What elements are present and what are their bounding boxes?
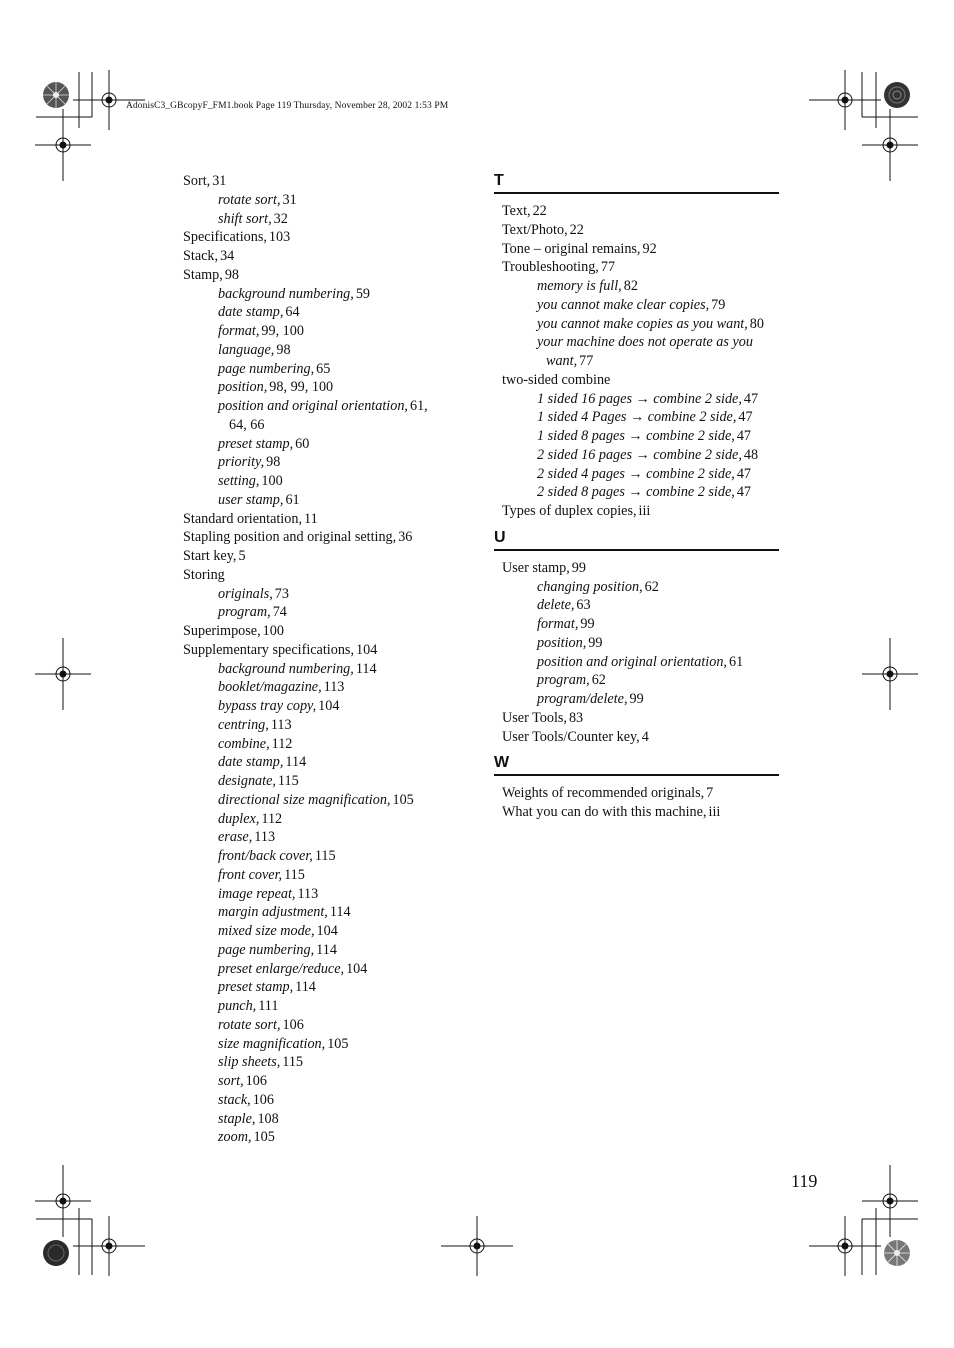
index-entry — [502, 240, 779, 259]
index-subentry — [502, 352, 779, 371]
index-page-ref[interactable]: 98 — [266, 454, 281, 471]
index-term: Text, — [502, 203, 531, 219]
index-term: User stamp, — [502, 559, 570, 576]
index-page-ref[interactable]: 61, — [409, 398, 428, 414]
index-entry — [183, 547, 473, 566]
index-term: program, — [537, 672, 590, 689]
index-entry — [183, 266, 473, 285]
index-section-heading: W — [494, 754, 779, 776]
index-term: Stack, — [183, 248, 219, 264]
index-entry — [502, 502, 779, 521]
index-term: rotate sort, — [218, 1016, 281, 1033]
index-page-ref[interactable]: 47 — [736, 465, 751, 482]
index-subentry — [502, 390, 779, 409]
index-page-ref[interactable]: 63 — [576, 597, 591, 614]
index-subentry — [183, 1016, 473, 1035]
index-subentry — [183, 866, 473, 885]
index-subentry — [183, 810, 473, 829]
index-page-ref[interactable]: 99, 100 — [261, 323, 304, 339]
index-term: Supplementary specifications, — [183, 641, 354, 658]
index-entry — [502, 221, 779, 240]
index-page-ref[interactable]: iii — [708, 804, 721, 820]
index-page-ref[interactable]: 74 — [272, 604, 287, 621]
index-subentry — [183, 941, 473, 960]
index-term: Stamp, — [183, 266, 223, 283]
index-entry — [502, 803, 779, 822]
index-page-ref[interactable]: 111 — [258, 998, 279, 1014]
index-subentry — [183, 678, 473, 697]
index-page-ref[interactable]: 47 — [736, 428, 751, 444]
index-page-ref[interactable]: 115 — [282, 1054, 304, 1071]
index-subentry — [183, 697, 473, 716]
index-page-ref[interactable]: 113 — [297, 885, 319, 902]
index-page-ref[interactable]: 114 — [295, 979, 316, 996]
index-entry — [502, 784, 779, 803]
index-page-ref[interactable]: 114 — [316, 941, 337, 958]
index-page-ref[interactable]: 32 — [273, 210, 288, 227]
index-term: sort, — [218, 1073, 244, 1089]
index-term: background numbering, — [218, 660, 354, 677]
index-subentry — [502, 277, 779, 296]
index-term: designate, — [218, 773, 276, 789]
index-term: date stamp, — [218, 754, 284, 771]
index-term: image repeat, — [218, 885, 296, 902]
index-subentry — [502, 578, 779, 597]
index-term: 2 sided 8 pages → combine 2 side, — [537, 484, 735, 501]
index-subentry — [183, 191, 473, 210]
index-term: bypass tray copy, — [218, 698, 317, 714]
index-subentry — [183, 997, 473, 1016]
index-page-ref[interactable]: 77 — [600, 259, 616, 276]
index-subentry — [183, 847, 473, 866]
index-page-ref[interactable]: 112 — [271, 735, 293, 752]
index-page-ref[interactable]: 77 — [579, 353, 594, 369]
index-page-ref[interactable]: 115 — [314, 848, 336, 864]
index-page-ref[interactable]: 105 — [327, 1035, 349, 1052]
index-page-ref[interactable]: 22 — [569, 221, 584, 238]
index-term: zoom, — [218, 1129, 252, 1146]
index-term: delete, — [537, 597, 575, 614]
index-subentry — [183, 1091, 473, 1110]
index-subentry — [502, 596, 779, 615]
index-term: background numbering, — [218, 285, 354, 302]
index-page-ref[interactable]: 105 — [392, 791, 414, 808]
index-subentry — [183, 303, 473, 322]
index-subentry — [183, 922, 473, 941]
index-term: page numbering, — [218, 941, 315, 958]
index-term: Start key, — [183, 548, 237, 564]
index-subentry — [502, 315, 779, 334]
index-column-right — [494, 172, 779, 830]
index-page-ref[interactable]: 36 — [398, 529, 413, 546]
index-subentry — [183, 903, 473, 922]
index-page-ref[interactable]: 100 — [261, 473, 283, 489]
index-term: two-sided combine — [502, 371, 611, 388]
index-term: Storing — [183, 566, 225, 583]
index-section-t — [494, 172, 779, 521]
index-term: stack, — [218, 1091, 251, 1108]
index-page-ref[interactable]: 60 — [295, 435, 310, 452]
index-page-ref[interactable]: 99 — [580, 616, 595, 632]
index-term: shift sort, — [218, 210, 272, 227]
index-page-ref[interactable]: 47 — [743, 390, 759, 407]
index-subentry — [502, 483, 779, 502]
index-subentry — [502, 634, 779, 653]
index-page-ref[interactable]: 80 — [749, 315, 764, 332]
index-term: Sort, — [183, 173, 211, 189]
index-section-entries — [494, 784, 779, 822]
index-entry — [183, 510, 473, 529]
index-term: Types of duplex copies, — [502, 503, 637, 519]
index-subentry — [183, 210, 473, 229]
index-page-ref[interactable]: 64 — [285, 304, 300, 321]
index-page-ref[interactable]: 11 — [304, 510, 318, 527]
index-subentry — [183, 716, 473, 735]
index-subentry — [183, 978, 473, 997]
index-term: Troubleshooting, — [502, 259, 599, 276]
index-term: staple, — [218, 1110, 256, 1127]
index-page-ref[interactable]: 22 — [532, 203, 547, 219]
index-term: 1 sided 16 pages → combine 2 side, — [537, 390, 742, 407]
index-column-left — [183, 172, 473, 1147]
index-subentry — [183, 772, 473, 791]
index-page-ref[interactable]: 104 — [356, 641, 378, 658]
index-term: Superimpose, — [183, 623, 261, 639]
index-page-ref[interactable]: 104 — [346, 960, 368, 977]
index-subentry — [183, 472, 473, 491]
index-term: centring, — [218, 716, 269, 733]
index-page-ref[interactable]: 99 — [571, 559, 586, 576]
index-subentry — [183, 603, 473, 622]
index-page-ref[interactable]: 105 — [253, 1129, 275, 1146]
index-term: What you can do with this machine, — [502, 804, 707, 820]
index-subentry — [502, 333, 779, 352]
index-subentry — [502, 465, 779, 484]
index-term: Specifications, — [183, 229, 267, 246]
index-entry — [183, 172, 473, 191]
index-subentry — [183, 660, 473, 679]
index-page-ref[interactable]: iii — [638, 503, 651, 519]
index-page-ref[interactable]: 61 — [728, 653, 744, 670]
index-subentry — [502, 615, 779, 634]
index-entry — [183, 641, 473, 660]
index-page-ref[interactable]: 62 — [591, 672, 606, 689]
index-page-ref[interactable]: 115 — [277, 773, 299, 789]
index-term: 1 sided 8 pages → combine 2 side, — [537, 428, 735, 444]
index-entry — [183, 228, 473, 247]
index-term: memory is full, — [537, 278, 622, 294]
index-entry — [183, 622, 473, 641]
index-term: format, — [537, 616, 579, 632]
index-page-ref[interactable]: 48 — [743, 446, 759, 463]
index-subentry — [183, 1053, 473, 1072]
index-subentry — [502, 427, 779, 446]
index-term: program/delete, — [537, 691, 628, 707]
index-page-ref[interactable]: 106 — [282, 1016, 304, 1033]
index-subentry — [502, 446, 779, 465]
index-term: User Tools/Counter key, — [502, 728, 640, 745]
index-page-ref[interactable]: 65 — [316, 360, 331, 377]
index-page-ref[interactable]: 31 — [212, 173, 227, 189]
index-entry — [183, 566, 473, 585]
index-subentry — [183, 341, 473, 360]
index-page-ref[interactable]: 59 — [355, 285, 371, 302]
index-page-ref[interactable]: 62 — [644, 578, 659, 595]
index-page-ref[interactable]: 31 — [282, 191, 297, 208]
print-header-file-info: AdonisC3_GBcopyF_FM1.book Page 119 Thursday, November 28, 2002 1:53 PM — [126, 101, 449, 111]
index-term: preset enlarge/reduce, — [218, 960, 345, 977]
index-page-ref[interactable]: 7 — [706, 785, 714, 802]
index-term: 2 sided 4 pages → combine 2 side, — [537, 465, 735, 482]
index-page-ref[interactable]: 64, 66 — [229, 416, 265, 433]
index-term: erase, — [218, 829, 253, 846]
index-page-ref[interactable]: 108 — [257, 1110, 279, 1127]
index-page-ref[interactable]: 112 — [261, 810, 283, 827]
index-subentry — [502, 408, 779, 427]
index-term: format, — [218, 323, 260, 339]
index-term: Tone – original remains, — [502, 240, 641, 257]
index-term: program, — [218, 604, 271, 621]
index-page-ref[interactable]: 103 — [268, 229, 291, 246]
index-subentry — [183, 791, 473, 810]
index-subentry — [183, 453, 473, 472]
index-subentry — [183, 435, 473, 454]
index-page-ref[interactable]: 100 — [262, 623, 284, 639]
index-term: you cannot make clear copies, — [537, 296, 710, 313]
index-subentry — [502, 653, 779, 672]
index-term: position, — [218, 379, 268, 396]
index-subentry — [502, 690, 779, 709]
index-term: margin adjustment, — [218, 904, 328, 921]
index-entry — [183, 528, 473, 547]
index-subentry — [183, 828, 473, 847]
index-subentry — [183, 1110, 473, 1129]
index-term: Weights of recommended originals, — [502, 785, 705, 802]
index-subentry — [183, 416, 473, 435]
index-subentry — [502, 671, 779, 690]
index-subentry — [183, 885, 473, 904]
index-page-ref[interactable]: 99 — [629, 691, 644, 707]
index-page-ref[interactable]: 4 — [641, 728, 649, 745]
index-term: front/back cover, — [218, 848, 313, 864]
index-subentry — [183, 1035, 473, 1054]
index-term: language, — [218, 341, 275, 358]
index-term: rotate sort, — [218, 191, 281, 208]
index-page-ref[interactable]: 114 — [329, 904, 351, 921]
index-section-entries — [494, 202, 779, 521]
index-section-heading: T — [494, 172, 779, 194]
index-subentry — [183, 960, 473, 979]
index-page-ref[interactable]: 114 — [355, 660, 377, 677]
index-page-ref[interactable]: 73 — [274, 585, 289, 602]
index-term: combine, — [218, 735, 270, 752]
index-term: position, — [537, 634, 587, 651]
index-entry — [502, 728, 779, 747]
index-page-ref[interactable]: 106 — [252, 1091, 274, 1108]
index-page-ref[interactable]: 98, 99, 100 — [269, 379, 334, 396]
index-term: User Tools, — [502, 709, 567, 726]
index-term: page numbering, — [218, 360, 315, 377]
index-section-w — [494, 754, 779, 822]
index-section-heading: U — [494, 529, 779, 551]
index-term: duplex, — [218, 810, 260, 827]
index-subentry — [183, 753, 473, 772]
index-page-ref[interactable]: 5 — [238, 548, 246, 564]
index-entry — [183, 247, 473, 266]
index-term: position and original orientation, — [218, 398, 408, 414]
index-entry — [502, 202, 779, 221]
index-entry — [502, 371, 779, 390]
index-page-ref[interactable]: 61 — [285, 491, 300, 508]
index-page-ref[interactable]: 47 — [738, 409, 753, 426]
index-term: booklet/magazine, — [218, 679, 322, 696]
page-number: 119 — [791, 1171, 818, 1191]
index-page-ref[interactable]: 106 — [245, 1073, 267, 1089]
index-page-ref[interactable]: 114 — [285, 754, 307, 771]
index-entry — [502, 559, 779, 578]
index-page-ref[interactable]: 99 — [588, 634, 603, 651]
index-term: position and original orientation, — [537, 653, 727, 670]
index-subentry — [183, 397, 473, 416]
index-page-ref[interactable]: 113 — [270, 716, 292, 733]
index-subentry — [183, 585, 473, 604]
index-term: front cover, — [218, 866, 283, 883]
index-page-ref[interactable]: 82 — [623, 278, 638, 294]
index-subentry — [183, 378, 473, 397]
index-term: preset stamp, — [218, 435, 294, 452]
index-subentry — [183, 491, 473, 510]
index-term: Standard orientation, — [183, 510, 302, 527]
index-term: changing position, — [537, 578, 643, 595]
index-page-ref[interactable]: 113 — [323, 679, 345, 696]
index-page-ref[interactable]: 79 — [711, 296, 726, 313]
index-subentry — [183, 1128, 473, 1147]
index-subentry — [183, 735, 473, 754]
index-entry — [502, 709, 779, 728]
index-term: punch, — [218, 998, 257, 1014]
index-page-ref[interactable]: 115 — [284, 866, 305, 883]
index-page-ref[interactable]: 104 — [318, 698, 340, 714]
index-term: you cannot make copies as you want, — [537, 315, 748, 332]
index-subentry — [502, 296, 779, 315]
index-term: directional size magnification, — [218, 791, 391, 808]
index-section-entries — [494, 559, 779, 747]
index-term: mixed size mode, — [218, 923, 315, 939]
index-term: user stamp, — [218, 491, 284, 508]
index-term: date stamp, — [218, 304, 284, 321]
index-page-ref[interactable]: 98 — [276, 341, 291, 358]
index-term: Text/Photo, — [502, 221, 568, 238]
index-term: preset stamp, — [218, 979, 294, 996]
index-page-ref[interactable]: 104 — [316, 923, 338, 939]
index-term: size magnification, — [218, 1035, 326, 1052]
index-page-ref[interactable]: 113 — [254, 829, 276, 846]
index-page-ref[interactable]: 34 — [220, 248, 235, 264]
index-term: priority, — [218, 454, 265, 471]
index-page-ref[interactable]: 98 — [224, 266, 239, 283]
index-subentry — [183, 322, 473, 341]
index-term: 2 sided 16 pages → combine 2 side, — [537, 446, 742, 463]
index-section-u — [494, 529, 779, 747]
index-subentry — [183, 1072, 473, 1091]
index-page-ref[interactable]: 83 — [568, 709, 584, 726]
index-term: want, — [546, 353, 578, 369]
index-term: your machine does not operate as you — [537, 334, 753, 351]
index-page-ref[interactable]: 92 — [642, 240, 657, 257]
index-term: 1 sided 4 Pages → combine 2 side, — [537, 409, 737, 426]
index-subentry — [183, 360, 473, 379]
index-subentry — [183, 285, 473, 304]
index-term: setting, — [218, 473, 260, 489]
index-entry — [502, 258, 779, 277]
index-page-ref[interactable]: 47 — [736, 484, 751, 501]
index-term: slip sheets, — [218, 1054, 281, 1071]
index-term: originals, — [218, 585, 273, 602]
index-term: Stapling position and original setting, — [183, 529, 397, 546]
